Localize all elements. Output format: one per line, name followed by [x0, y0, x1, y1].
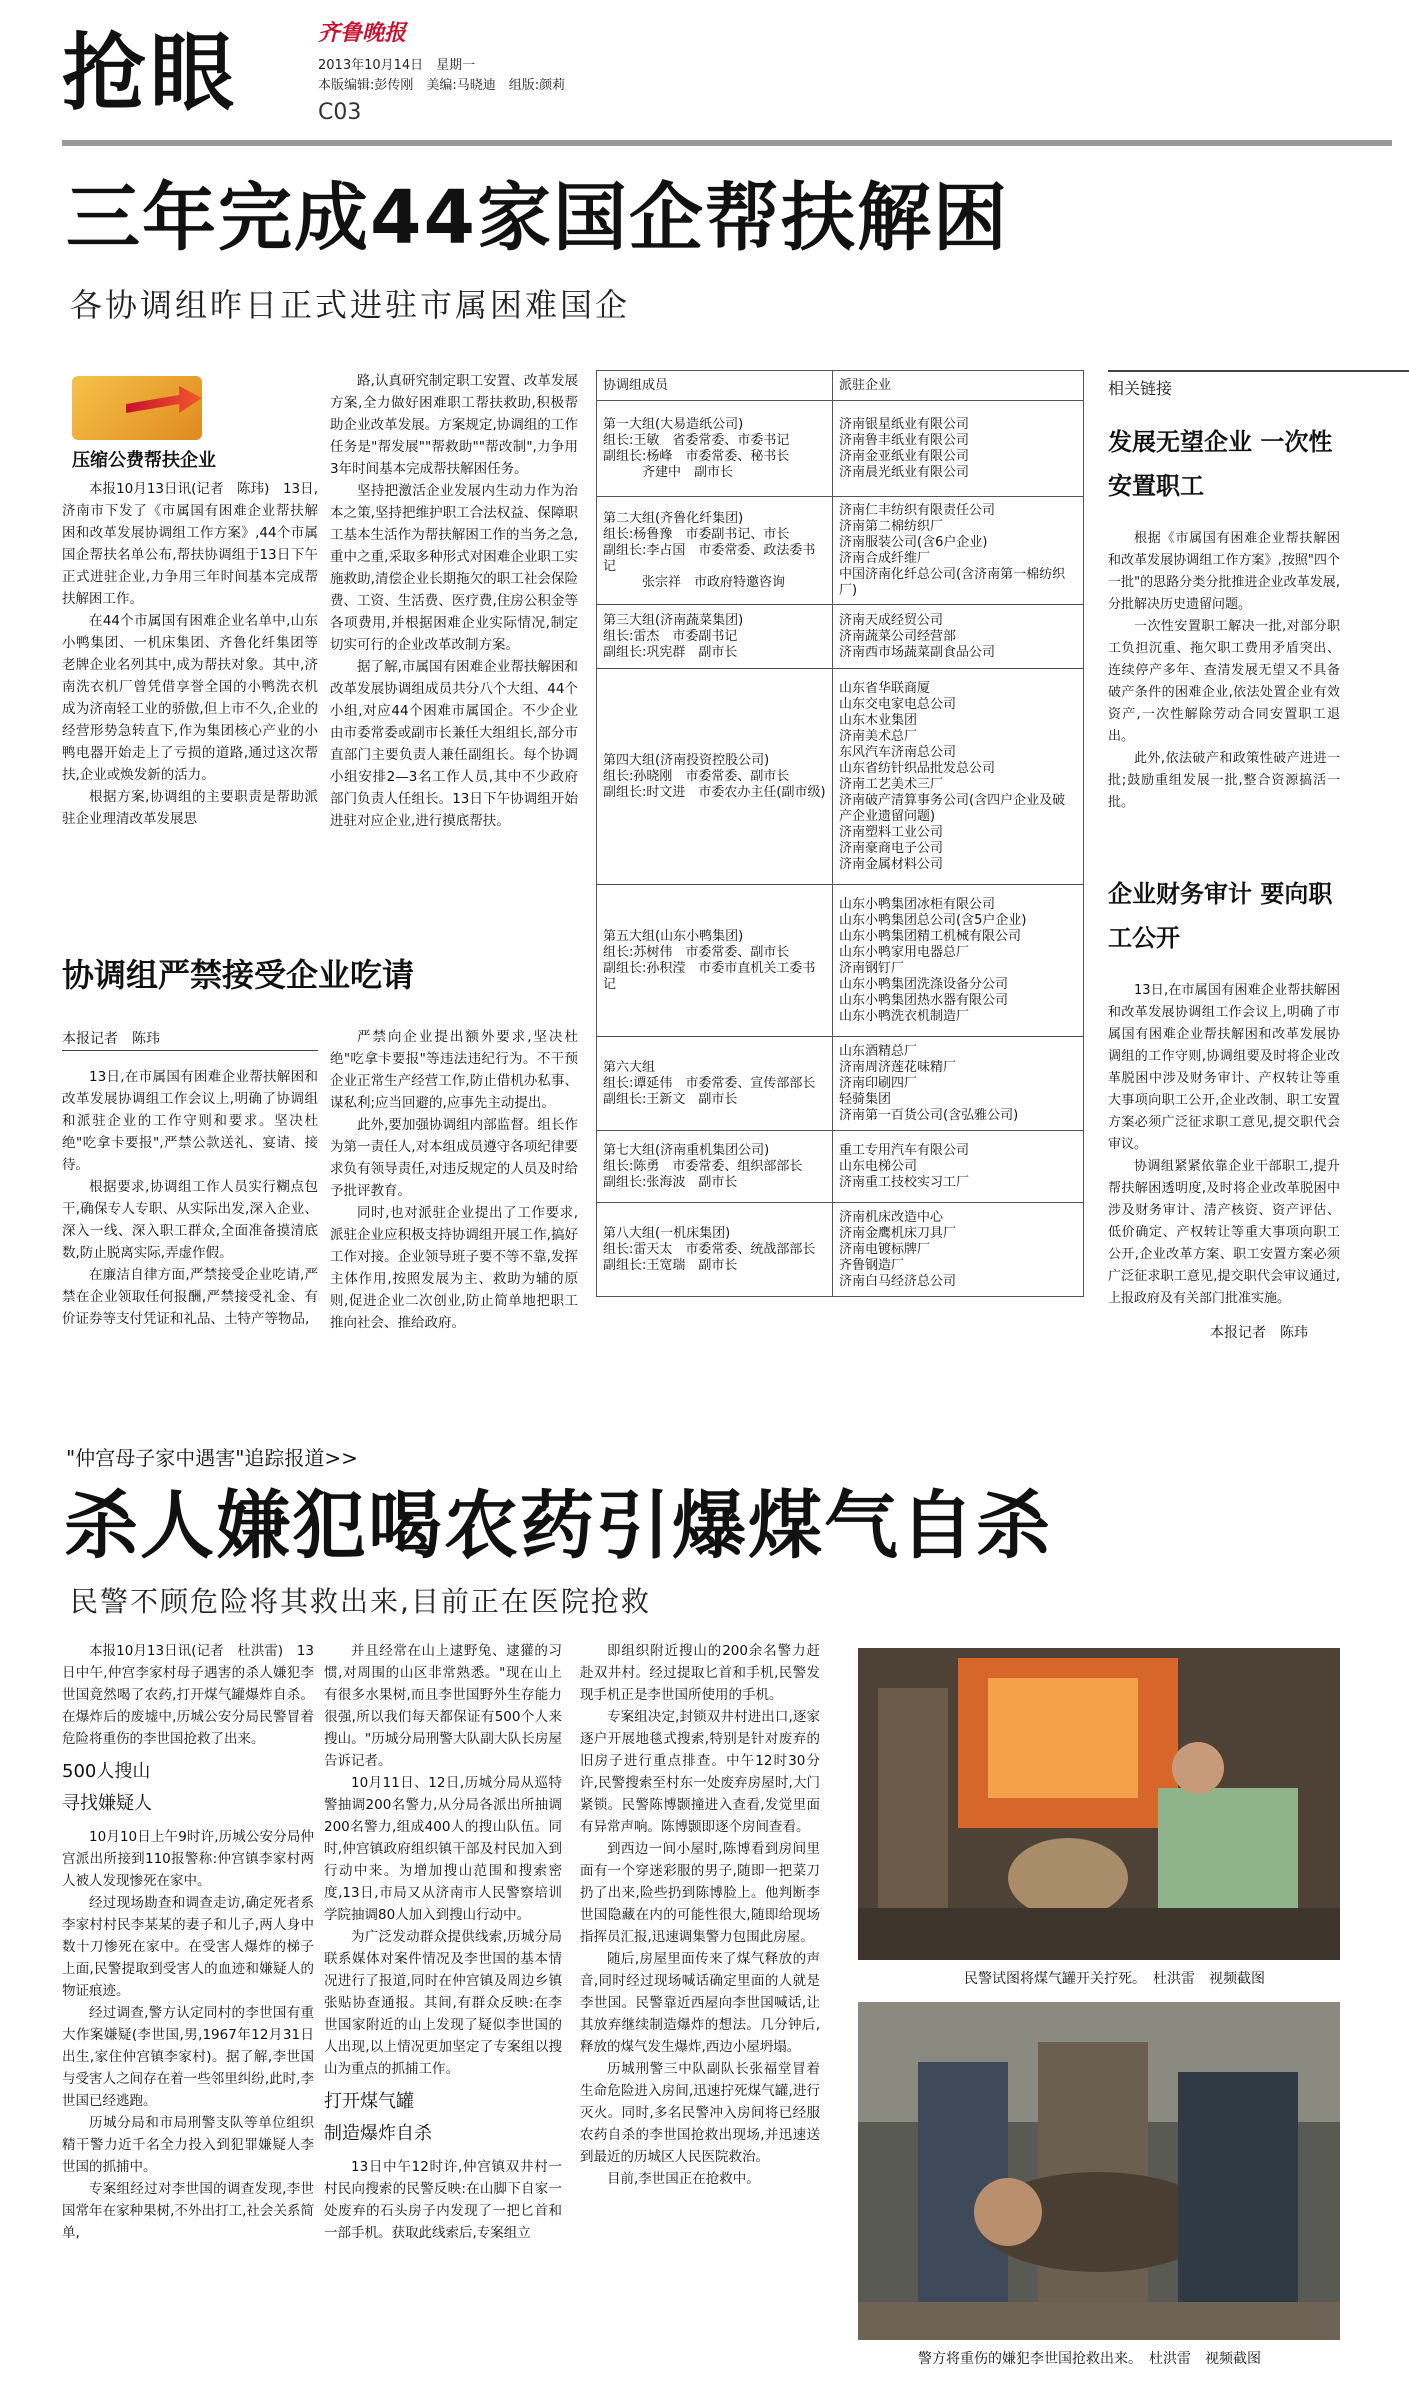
companies-cell — [833, 669, 1084, 885]
sidebar-rule — [1108, 370, 1409, 372]
company-line: 济南破产清算事务公司(含四户企业及破产企业遗留问题) — [839, 792, 1066, 824]
group-members-cell — [597, 1131, 833, 1203]
member-line: 第八大组(一机床集团) — [603, 1225, 731, 1241]
story1-column-3 — [62, 1066, 318, 1348]
table-row — [597, 401, 1084, 497]
story1-column-4 — [330, 1026, 578, 1348]
member-line: 副组长:王新文 副市长 — [603, 1091, 738, 1107]
paragraph: 本报10月13日讯(记者 陈玮) 13日,济南市下发了《市属国有困难企业帮扶解困和改革发展协调组工作方案》,44个市属国企帮扶名单公布,帮扶协调组于13日下午正式进驻企业,力争用三年时间基本完成帮扶解困工作。 — [62, 481, 318, 607]
sidebar-body-1 — [1108, 528, 1340, 840]
member-line: 第四大组(济南投资控股公司) — [603, 752, 770, 768]
company-line: 山东小鸭集团精工机械有限公司 — [839, 928, 1022, 944]
member-line: 组长:杨鲁豫 市委副书记、市长 — [603, 526, 790, 542]
company-line: 山东木业集团 — [839, 712, 918, 728]
story2-kicker: "仲宫母子家中遇害"追踪报道>> — [66, 1446, 358, 1470]
member-line: 组长:陈勇 市委常委、组织部部长 — [603, 1158, 803, 1174]
member-line: 组长:雷天太 市委常委、统战部部长 — [603, 1241, 816, 1257]
company-line: 济南美术总厂 — [839, 728, 918, 744]
paragraph: 即组织附近搜山的200余名警力赶赴双井村。经过提取匕首和手机,民警发现手机正是李世国所使用的手机。 — [580, 1643, 820, 1703]
sidebar-heading-1: 发展无望企业 一次性安置职工 — [1108, 428, 1333, 500]
company-line: 山东电梯公司 — [839, 1158, 918, 1174]
paragraph: 历城刑警三中队副队长张福堂冒着生命危险进入房间,迅速拧死煤气罐,进行灭火。同时,多名民警冲入房间将已经服农药自杀的李世国抢救出现场,并迅速送到最近的历城区人民医院救治。 — [580, 2061, 820, 2165]
member-line: 副组长:孙积滢 市委市直机关工委书记 — [603, 960, 816, 992]
company-line: 山东小鸭集团冰柜有限公司 — [839, 896, 996, 912]
photo-caption-2: 警方将重伤的嫌犯李世国抢救出来。 杜洪雷 视频截图 — [918, 2351, 1261, 2367]
company-line: 济南仁丰纺织有限责任公司 — [839, 502, 996, 518]
photo-gas-tank-illustration — [858, 1648, 1340, 1960]
table-row — [597, 497, 1084, 605]
member-line: 组长:谭延伟 市委常委、宣传部部长 — [603, 1075, 816, 1091]
company-line: 济南周济莲花味精厂 — [839, 1059, 957, 1075]
subheading: 制造爆炸自杀 — [324, 2123, 432, 2144]
company-line: 轻骑集团 — [839, 1091, 892, 1107]
company-line: 济南蔬菜公司经营部 — [839, 628, 957, 644]
member-line: 第一大组(大易造纸公司) — [603, 416, 744, 432]
company-line: 济南晨光纸业有限公司 — [839, 464, 970, 480]
paragraph: 据了解,市属国有困难企业帮扶解困和改革发展协调组成员共分八个大组、44个小组,对应44个困难市属国企。不少企业由市委常委或副市长兼任大组组长,部分市直部门主要负责人兼任副组长。每个协调小组安排2—3名工作人员,其中不少政府部门负责人任组长。13日下午协调组开始进驻对应企业,进行摸底帮扶。 — [330, 659, 578, 829]
company-line: 济南机床改造中心 — [839, 1209, 944, 1225]
member-line: 副组长:张海波 副市长 — [603, 1174, 738, 1190]
subheading: 寻找嫌疑人 — [62, 1793, 152, 1814]
member-line: 副组长:王宽瑞 副市长 — [603, 1257, 738, 1273]
story1-subhead: 各协调组昨日正式进驻市属困难国企 — [70, 286, 631, 324]
company-line: 济南豪商电子公司 — [839, 840, 944, 856]
coin-graphic — [72, 376, 202, 440]
divider — [62, 1050, 318, 1051]
table-row — [597, 605, 1084, 669]
company-line: 济南银星纸业有限公司 — [839, 416, 970, 432]
companies-cell — [833, 885, 1084, 1037]
company-line: 山东小鸭洗衣机制造厂 — [839, 1008, 970, 1024]
company-line: 济南白马经济总公司 — [839, 1273, 957, 1289]
paragraph: 根据《市属国有困难企业帮扶解困和改革发展协调组工作方案》,按照"四个一批"的思路分类分批推进企业改革发展,分批解决历史遗留问题。 — [1108, 531, 1340, 612]
company-line: 济南印刷四厂 — [839, 1075, 918, 1091]
group-members-cell — [597, 1037, 833, 1131]
paragraph: 专案组决定,封锁双井村进出口,逐家逐户开展地毯式搜索,特别是针对废弃的旧房子进行重点排查。中午12时30分许,民警搜索至村东一处废弃房屋时,大门紧锁。民警陈博颢撞进入查看,发觉里面有异常声响。陈博颢即逐个房间查看。 — [580, 1709, 820, 1835]
sidebar-heading-2: 企业财务审计 要向职工公开 — [1108, 880, 1333, 952]
company-line: 中国济南化纤总公司(含济南第一棉纺织厂) — [839, 566, 1066, 598]
photo-rescue-illustration — [858, 2002, 1340, 2340]
paragraph: 13日,在市属国有困难企业帮扶解困和改革发展协调组工作会议上,明确了协调组和派驻企业的工作守则和要求。坚决杜绝"吃拿卡要报",严禁公款送礼、宴请、接待。 — [62, 1069, 318, 1173]
company-line: 济南电镀标牌厂 — [839, 1241, 931, 1257]
section-title: 抢眼 — [62, 24, 239, 122]
story1-column-2 — [330, 370, 578, 918]
member-line: 副组长:杨峰 市委常委、秘书长 — [603, 448, 790, 464]
editor-credits: 本版编辑:彭传刚 美编:马晓迪 组版:颜莉 — [318, 78, 566, 93]
company-line: 山东酒精总厂 — [839, 1043, 918, 1059]
company-line: 济南西市场蔬菜副食品公司 — [839, 644, 996, 660]
company-line: 济南合成纤维厂 — [839, 550, 931, 566]
table-row — [597, 1203, 1084, 1297]
paragraph: 协调组紧紧依靠企业干部职工,提升帮扶解困透明度,及时将企业改革脱困中涉及财务审计、清产核资、资产评估、低价确定、产权转让等重大事项向职工公开,企业改革方案、职工安置方案必须广泛征求职工意见,提交职代会审议通过,上报政府及有关部门批准实施。 — [1108, 1159, 1340, 1306]
paragraph: 路,认真研究制定职工安置、改革发展方案,全力做好困难职工帮扶救助,积极帮助企业改革发展。方案规定,协调组的工作任务是"帮发展""帮救助""帮改制",力争用3年时间基本完成帮扶解困任务。 — [330, 373, 578, 477]
company-line: 济南服装公司(含6户企业) — [839, 534, 988, 550]
group-members-cell — [597, 497, 833, 605]
section2-heading: 协调组严禁接受企业吃请 — [62, 956, 415, 994]
company-line: 山东交电家电总公司 — [839, 696, 957, 712]
paragraph: 坚持把激活企业发展内生动力作为治本之策,坚持把维护职工合法权益、保障职工基本生活作为帮扶解困工作的当务之急,重中之重,采取多种形式对困难企业职工实施救助,清偿企业长期拖欠的职工社会保险费、工资、生活费、医疗费,住房公积金等各项费用,并根据困难企业实际情况,制定切实可行的企业改革改制方案。 — [330, 483, 578, 653]
paragraph: 经过调查,警方认定同村的李世国有重大作案嫌疑(李世国,男,1967年12月31日出生,家住仲宫镇李家村)。据了解,李世国与受害人之间存在着一些邻里纠纷,此时,李世国已经逃跑。 — [62, 2005, 314, 2109]
story2-column-3 — [580, 1640, 820, 2376]
member-line: 组长:孙晓刚 市委常委、副市长 — [603, 768, 790, 784]
member-line: 组长:雷杰 市委副书记 — [603, 628, 738, 644]
companies-cell — [833, 401, 1084, 497]
paragraph: 为广泛发动群众提供线索,历城分局联系媒体对案件情况及李世国的基本情况进行了报道,同时在仲宫镇及周边乡镇张贴协查通报。其间,有群众反映:在李世国家附近的山上发现了疑似李世国的人出现,以上情况更加坚定了专案组以搜山为重点的抓捕工作。 — [324, 1929, 562, 2077]
story1-column-1 — [62, 478, 318, 918]
paragraph: 一次性安置职工解决一批,对部分职工负担沉重、拖欠职工费用矛盾突出、连续停产多年、查清发展无望又不具备破产条件的困难企业,依法处置企业有效资产,一次性解除劳动合同安置职工退出。 — [1108, 619, 1340, 744]
member-line: 组长:王敏 省委常委、市委书记 — [603, 432, 790, 448]
company-line: 济南钢钉厂 — [839, 960, 905, 976]
company-line: 济南第一百货公司(含弘雅公司) — [839, 1107, 1019, 1123]
company-line: 山东小鸭集团热水器有限公司 — [839, 992, 1009, 1008]
newspaper-logo: 齐鲁晚报 — [318, 21, 407, 46]
page-number: C03 — [318, 100, 362, 125]
table-header: 派驻企业 — [833, 371, 1084, 401]
companies-cell — [833, 497, 1084, 605]
photo-caption-1: 民警试图将煤气罐开关拧死。 杜洪雷 视频截图 — [964, 1971, 1265, 1987]
paragraph: 到西边一间小屋时,陈博看到房间里面有一个穿迷彩服的男子,随即一把菜刀扔了出来,险些扔到陈博脸上。他判断李世国隐藏在内的可能性很大,随即给现场指挥员汇报,迅速调集警力包围此房屋。 — [580, 1841, 820, 1945]
story2-subhead: 民警不顾危险将其救出来,目前正在医院抢救 — [70, 1585, 651, 1618]
photo-gas-tank — [858, 1648, 1340, 1960]
company-line: 山东省纺针织品批发总公司 — [839, 760, 996, 776]
table-row — [597, 885, 1084, 1037]
member-line: 组长:苏树伟 市委常委、副市长 — [603, 944, 790, 960]
paragraph: 10月11日、12日,历城分局从巡特警抽调200名警力,从分局各派出所抽调200名警力,组成400人的搜山队伍。同时,仲宫镇政府组织镇干部及村民加入到行动中来。为增加搜山范围和搜索密度,13日,市局又从济南市人民警察培训学院抽调80人加入到搜山行动中。 — [324, 1775, 562, 1923]
paragraph: 13日,在市属国有困难企业帮扶解困和改革发展协调组工作会议上,明确了市属国有困难企业帮扶解困和改革发展协调组的工作守则,协调组要及时将企业改革脱困中涉及财务审计、产权转让等重大事项向职工公开,企业改制、职工安置方案必须广泛征求职工意见,提交职代会审议。 — [1108, 983, 1340, 1152]
table-row — [597, 669, 1084, 885]
paragraph: 在44个市属国有困难企业名单中,山东小鸭集团、一机床集团、齐鲁化纤集团等老牌企业名列其中,成为帮扶对象。其中,济南洗衣机厂曾凭借享誉全国的小鸭洗衣机成为济南轻工业的骄傲,但上市不久,企业的经营形势急转直下,作为集团核心产业的小鸭电器开始走上了亏损的道路,通过这次帮扶,企业或焕发新的活力。 — [62, 613, 318, 783]
paragraph: 本报10月13日讯(记者 杜洪雷) 13日中午,仲宫李家村母子遇害的杀人嫌犯李世国竟然喝了农药,打开煤气罐爆炸自杀。在爆炸后的废墟中,历城公安分局民警冒着危险将重伤的李世国抢救了出来。 — [62, 1643, 314, 1747]
company-line: 济南金鹰机床刀具厂 — [839, 1225, 957, 1241]
group-members-cell — [597, 669, 833, 885]
company-line: 山东小鸭集团洗涤设备分公司 — [839, 976, 1009, 992]
companies-cell — [833, 605, 1084, 669]
paragraph: 专案组经过对李世国的调查发现,李世国常年在家种果树,不外出打工,社会关系简单, — [62, 2181, 314, 2241]
subheading: 500人搜山 — [62, 1761, 151, 1782]
coordination-groups-table — [596, 370, 1084, 1297]
table-row — [597, 1037, 1084, 1131]
company-line: 济南金属材料公司 — [839, 856, 944, 872]
issue-date: 2013年10月14日 星期一 — [318, 58, 476, 73]
member-line: 第五大组(山东小鸭集团) — [603, 928, 744, 944]
member-line: 第六大组 — [603, 1059, 656, 1075]
masthead-rule — [62, 140, 1392, 146]
paragraph: 同时,也对派驻企业提出了工作要求,派驻企业应积极支持协调组开展工作,搞好工作对接。企业领导班子要不等不靠,发挥主体作用,按照发展为主、救助为辅的原则,促进企业二次创业,防止简单地把职工推向社会、推给政府。 — [330, 1205, 578, 1331]
member-line: 张宗祥 市政府特邀咨询 — [603, 574, 786, 590]
subheading: 打开煤气罐 — [324, 2091, 414, 2112]
paragraph: 随后,房屋里面传来了煤气释放的声音,同时经过现场喊话确定里面的人就是李世国。民警靠近西屋向李世国喊话,让其放弃继续制造爆炸的想法。几分钟后,释放的煤气发生爆炸,西边小屋坍塌。 — [580, 1951, 820, 2055]
company-line: 山东省华联商厦 — [839, 680, 931, 696]
table-header: 协调组成员 — [597, 371, 833, 401]
companies-cell — [833, 1037, 1084, 1131]
paragraph: 此外,要加强协调组内部监督。组长作为第一责任人,对本组成员遵守各项纪律要求负有领导责任,对违反规定的人员及时给予批评教育。 — [330, 1117, 578, 1199]
company-line: 济南工艺美术三厂 — [839, 776, 944, 792]
member-line: 第七大组(济南重机集团公司) — [603, 1142, 770, 1158]
story2-column-2 — [324, 1640, 562, 2376]
member-line: 副组长:时文进 市委农办主任(副市级) — [603, 784, 826, 800]
companies-cell — [833, 1131, 1084, 1203]
paragraph: 经过现场勘查和调查走访,确定死者系李家村村民李某某的妻子和儿子,两人身中数十刀惨死在家中。在受害人爆炸的梯子上面,民警提取到受害人的血迹和嫌疑人的物证痕迹。 — [62, 1895, 314, 1999]
promo-label: 压缩公费帮扶企业 — [72, 450, 216, 471]
paragraph: 在廉洁自律方面,严禁接受企业吃请,严禁在企业领取任何报酬,严禁接受礼金、有价证券等支付凭证和礼品、土特产等物品, — [62, 1267, 318, 1327]
member-line: 副组长:巩宪群 副市长 — [603, 644, 738, 660]
company-line: 济南塑料工业公司 — [839, 824, 944, 840]
company-line: 济南重工技校实习工厂 — [839, 1174, 970, 1190]
sidebar-label: 相关链接 — [1108, 379, 1173, 398]
table-body — [597, 401, 1084, 1297]
group-members-cell — [597, 885, 833, 1037]
group-members-cell — [597, 1203, 833, 1297]
member-line: 第二大组(齐鲁化纤集团) — [603, 510, 744, 526]
company-line: 重工专用汽车有限公司 — [839, 1142, 970, 1158]
member-line: 齐建中 副市长 — [603, 464, 734, 480]
company-line: 济南金亚纸业有限公司 — [839, 448, 970, 464]
paragraph: 根据要求,协调组工作人员实行糊点包干,确保专人专职、从实际出发,深入企业、深入一线、深入职工群众,全面准备摸清底数,防止脱离实际,弄虚作假。 — [62, 1179, 318, 1261]
group-members-cell — [597, 401, 833, 497]
story2-column-1 — [62, 1640, 314, 2376]
section2-byline: 本报记者 陈玮 — [62, 1031, 160, 1047]
companies-cell — [833, 1203, 1084, 1297]
company-line: 济南天成经贸公司 — [839, 612, 944, 628]
paragraph: 目前,李世国正在抢救中。 — [607, 2171, 760, 2187]
paragraph: 根据方案,协调组的主要职责是帮助派驻企业理清改革发展思 — [62, 789, 318, 827]
sidebar-body-2 — [1108, 980, 1340, 1316]
company-line: 山东小鸭集团总公司(含5户企业) — [839, 912, 1027, 928]
member-line: 第三大组(济南蔬菜集团) — [603, 612, 744, 628]
table-row — [597, 1131, 1084, 1203]
company-line: 齐鲁钢造厂 — [839, 1257, 905, 1273]
story1-headline: 三年完成44家国企帮扶解困 — [66, 175, 1009, 261]
paragraph: 此外,依法破产和政策性破产进进一批;鼓励重组发展一批,整合资源搞活一批。 — [1108, 751, 1340, 810]
paragraph: 历城分局和市局刑警支队等单位组织精干警力近千名全力投入到犯罪嫌疑人李世国的抓捕中。 — [62, 2115, 314, 2175]
company-line: 济南鲁丰纸业有限公司 — [839, 432, 970, 448]
photo-rescue — [858, 2002, 1340, 2340]
paragraph: 10月10日上午9时许,历城公安分局仲宫派出所接到110报警称:仲宫镇李家村两人被人发现惨死在家中。 — [62, 1829, 314, 1889]
masthead-meta — [318, 56, 565, 96]
sidebar-byline: 本报记者 陈玮 — [1210, 1325, 1308, 1341]
company-line: 山东小鸭家用电器总厂 — [839, 944, 970, 960]
table-header-row — [597, 371, 1084, 401]
paragraph: 严禁向企业提出额外要求,坚决杜绝"吃拿卡要报"等违法违纪行为。不干预企业正常生产经营工作,防止借机办私事、谋私利;应当回避的,应事先主动提出。 — [330, 1029, 578, 1111]
paragraph: 13日中午12时许,仲宫镇双井村一村民向搜索的民警反映:在山脚下自家一处废弃的石头房子内发现了一把匕首和一部手机。获取此线索后,专案组立 — [324, 2159, 562, 2241]
company-line: 东风汽车济南总公司 — [839, 744, 957, 760]
member-line: 副组长:李占国 市委常委、政法委书记 — [603, 542, 816, 574]
company-line: 济南第二棉纺织厂 — [839, 518, 944, 534]
story2-headline: 杀人嫌犯喝农药引爆煤气自杀 — [64, 1483, 1052, 1569]
paragraph: 并且经常在山上逮野兔、逮獾的习惯,对周围的山区非常熟悉。"现在山上有很多水果树,而且李世国野外生存能力很强,所以我们每天都保证有500个人来搜山。"历城分局刑警大队副大队长房屋告诉记者。 — [324, 1643, 562, 1769]
group-members-cell — [597, 605, 833, 669]
